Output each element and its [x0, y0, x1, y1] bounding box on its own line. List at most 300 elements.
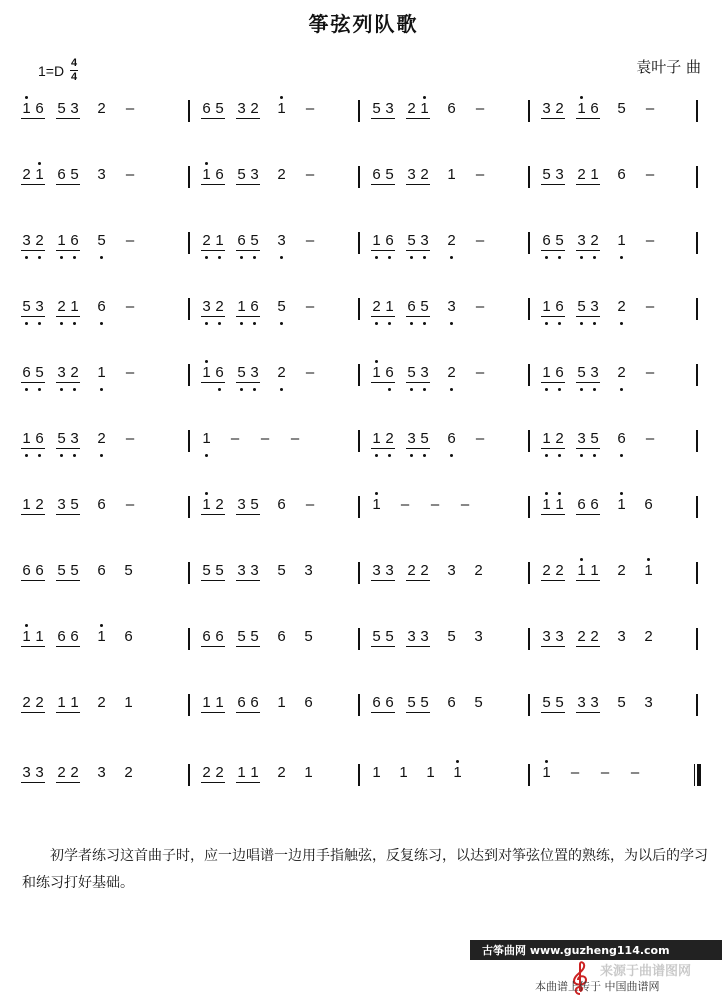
measure	[200, 686, 315, 726]
eighth-note-pair	[20, 356, 46, 396]
note: 1	[575, 92, 588, 132]
note: 1	[540, 756, 553, 796]
note: 5	[124, 562, 133, 579]
note: 5	[372, 100, 381, 117]
note: 3	[577, 694, 586, 711]
barline	[696, 166, 698, 188]
note: 1	[33, 158, 46, 198]
note: 2	[407, 100, 416, 117]
sustain-dash: –	[125, 100, 135, 117]
eighth-note-pair	[575, 290, 601, 330]
barline	[358, 166, 360, 188]
eighth-note-pair	[575, 158, 601, 198]
measure	[200, 620, 315, 660]
eighth-note-pair	[370, 158, 396, 198]
eighth-note-pair	[405, 620, 431, 660]
note: 2	[22, 166, 31, 183]
eighth-note-pair	[235, 488, 261, 528]
note: 3	[474, 628, 483, 645]
note: 6	[57, 628, 66, 645]
eighth-note-pair	[20, 422, 46, 462]
sustain-dash: –	[305, 100, 315, 117]
measure	[20, 356, 138, 396]
eighth-note-pair	[405, 158, 431, 198]
note: 6	[615, 422, 628, 462]
note: 5	[250, 628, 259, 645]
eighth-note-pair	[540, 224, 566, 264]
note: 1	[68, 290, 81, 330]
note: 3	[237, 562, 246, 579]
note: 3	[275, 224, 288, 264]
eighth-note-pair	[200, 224, 226, 264]
barline	[358, 694, 360, 716]
sustain-dash: –	[645, 298, 655, 315]
note: 2	[70, 764, 79, 781]
time-denominator: 4	[71, 71, 78, 83]
note: 2	[617, 562, 626, 579]
eighth-note-pair	[370, 554, 396, 594]
note: 3	[588, 290, 601, 330]
note: 1	[20, 422, 33, 462]
note: 2	[383, 422, 396, 462]
barline	[188, 764, 190, 786]
eighth-note-pair	[55, 756, 81, 796]
note: 5	[385, 628, 394, 645]
eighth-note-pair	[405, 554, 431, 594]
note: 5	[617, 100, 626, 117]
note: 3	[57, 496, 66, 513]
sustain-dash: –	[430, 496, 440, 513]
barline	[358, 628, 360, 650]
barline	[188, 364, 190, 386]
eighth-note-pair	[20, 620, 46, 660]
barline	[188, 562, 190, 584]
barline	[696, 496, 698, 518]
note: 1	[200, 422, 213, 462]
measure	[200, 756, 315, 796]
note: 1	[642, 554, 655, 594]
note: 1	[200, 158, 213, 198]
note: 1	[124, 694, 133, 711]
note: 3	[542, 100, 551, 117]
eighth-note-pair	[235, 756, 261, 796]
note: 1	[20, 92, 33, 132]
eighth-note-pair	[575, 488, 601, 528]
note: 2	[124, 764, 133, 781]
note: 5	[542, 694, 551, 711]
note: 2	[215, 764, 224, 781]
eighth-note-pair	[20, 158, 46, 198]
note: 1	[304, 764, 313, 781]
note: 2	[22, 694, 31, 711]
eighth-note-pair	[370, 224, 396, 264]
eighth-note-pair	[235, 158, 261, 198]
note: 6	[202, 100, 211, 117]
eighth-note-pair	[575, 620, 601, 660]
note: 6	[68, 224, 81, 264]
sustain-dash: –	[125, 364, 135, 381]
eighth-note-pair	[370, 290, 396, 330]
eighth-note-pair	[200, 92, 226, 132]
site-label: 古筝曲网 www.guzheng114.com	[482, 944, 670, 957]
barline	[696, 430, 698, 452]
barline	[188, 100, 190, 122]
eighth-note-pair	[405, 356, 431, 396]
note: 6	[405, 290, 418, 330]
note: 6	[33, 422, 46, 462]
eighth-note-pair	[200, 158, 226, 198]
barline	[696, 100, 698, 122]
barline	[528, 562, 530, 584]
eighth-note-pair	[200, 554, 226, 594]
final-barline	[694, 764, 702, 786]
key-signature	[38, 58, 78, 83]
note: 5	[575, 290, 588, 330]
note: 5	[542, 166, 551, 183]
note: 3	[418, 356, 431, 396]
sustain-dash: –	[125, 496, 135, 513]
eighth-note-pair	[235, 356, 261, 396]
score-row	[20, 92, 710, 132]
measure	[200, 554, 315, 594]
barline	[188, 232, 190, 254]
sustain-dash: –	[475, 232, 485, 249]
measure	[20, 756, 135, 796]
eighth-note-pair	[200, 290, 226, 330]
measure	[200, 158, 318, 198]
note: 2	[97, 100, 106, 117]
note: 3	[248, 356, 261, 396]
sustain-dash: –	[645, 364, 655, 381]
note: 5	[57, 100, 66, 117]
note: 3	[405, 422, 418, 462]
sustain-dash: –	[460, 496, 470, 513]
sustain-dash: –	[570, 764, 580, 781]
eighth-note-pair	[200, 488, 226, 528]
instruction-paragraph: 初学者练习这首曲子时，应一边唱谱一边用手指触弦，反复练习，以达到对筝弦位置的熟练，为以后的学习和练习打好基础。	[22, 848, 708, 891]
eighth-note-pair	[235, 224, 261, 264]
note: 3	[55, 356, 68, 396]
note: 6	[250, 694, 259, 711]
barline	[528, 100, 530, 122]
sustain-dash: –	[125, 166, 135, 183]
note: 1	[20, 620, 33, 660]
note: 2	[445, 224, 458, 264]
eighth-note-pair	[235, 290, 261, 330]
note: 5	[215, 100, 224, 117]
sustain-dash: –	[630, 764, 640, 781]
eighth-note-pair	[55, 620, 81, 660]
sustain-dash: –	[645, 100, 655, 117]
note: 5	[304, 628, 313, 645]
note: 1	[200, 356, 213, 396]
measure	[20, 290, 138, 330]
measure	[540, 422, 658, 462]
note: 5	[385, 166, 394, 183]
note: 2	[370, 290, 383, 330]
note: 1	[202, 694, 211, 711]
note: 1	[237, 764, 246, 781]
barline	[696, 364, 698, 386]
sustain-dash: –	[125, 232, 135, 249]
note: 2	[644, 628, 653, 645]
barline	[696, 562, 698, 584]
score-row	[20, 158, 710, 198]
measure	[540, 686, 655, 726]
note: 6	[445, 422, 458, 462]
note: 2	[202, 764, 211, 781]
note: 5	[575, 356, 588, 396]
eighth-note-pair	[575, 92, 601, 132]
eighth-note-pair	[235, 554, 261, 594]
barline	[528, 166, 530, 188]
composer-credit: 袁叶子 曲	[636, 58, 701, 76]
note: 5	[55, 422, 68, 462]
eighth-note-pair	[200, 620, 226, 660]
eighth-note-pair	[235, 620, 261, 660]
note: 2	[95, 422, 108, 462]
measure	[20, 620, 135, 660]
note: 3	[20, 224, 33, 264]
eighth-note-pair	[55, 158, 81, 198]
note: 1	[55, 224, 68, 264]
note: 2	[277, 764, 286, 781]
sustain-dash: –	[305, 232, 315, 249]
note: 1	[370, 224, 383, 264]
page-title: 筝弦列队歌	[308, 12, 419, 36]
barline	[358, 764, 360, 786]
eighth-note-pair	[540, 620, 566, 660]
note: 2	[200, 224, 213, 264]
note: 1	[540, 422, 553, 462]
barline	[528, 496, 530, 518]
eighth-note-pair	[55, 224, 81, 264]
eighth-note-pair	[575, 686, 601, 726]
note: 5	[407, 694, 416, 711]
note: 1	[418, 92, 431, 132]
eighth-note-pair	[540, 686, 566, 726]
note: 1	[35, 628, 44, 645]
note: 2	[615, 356, 628, 396]
sustain-dash: –	[305, 166, 315, 183]
measure	[200, 422, 303, 462]
note: 2	[215, 496, 224, 513]
note: 3	[555, 628, 564, 645]
measure	[20, 554, 135, 594]
note: 5	[248, 224, 261, 264]
time-numerator: 4	[71, 57, 78, 69]
eighth-note-pair	[370, 356, 396, 396]
note: 6	[202, 628, 211, 645]
note: 5	[237, 628, 246, 645]
note: 1	[615, 224, 628, 264]
note: 2	[577, 628, 586, 645]
note: 5	[237, 166, 246, 183]
measure	[20, 686, 135, 726]
eighth-note-pair	[370, 92, 396, 132]
sustain-dash: –	[645, 166, 655, 183]
note: 5	[33, 356, 46, 396]
note: 2	[474, 562, 483, 579]
note: 2	[407, 562, 416, 579]
note: 6	[35, 562, 44, 579]
score-row	[20, 686, 710, 726]
eighth-note-pair	[575, 554, 601, 594]
eighth-note-pair	[405, 290, 431, 330]
measure	[540, 356, 658, 396]
note: 3	[97, 764, 106, 781]
score-row	[20, 422, 710, 462]
eighth-note-pair	[540, 158, 566, 198]
note: 5	[275, 290, 288, 330]
note: 2	[35, 496, 44, 513]
note: 5	[215, 562, 224, 579]
barline	[358, 496, 360, 518]
note: 3	[447, 562, 456, 579]
note: 5	[555, 694, 564, 711]
measure	[20, 488, 138, 528]
note: 2	[33, 224, 46, 264]
note: 2	[588, 224, 601, 264]
note: 1	[399, 764, 408, 781]
note: 5	[617, 694, 626, 711]
measure	[370, 224, 488, 264]
note: 3	[68, 422, 81, 462]
eighth-note-pair	[55, 356, 81, 396]
note: 5	[70, 562, 79, 579]
note: 2	[55, 290, 68, 330]
note: 2	[555, 100, 564, 117]
site-banner[interactable]	[470, 940, 722, 960]
note: 5	[57, 562, 66, 579]
eighth-note-pair	[20, 686, 46, 726]
note: 2	[250, 100, 259, 117]
barline	[188, 430, 190, 452]
note: 2	[553, 422, 566, 462]
note: 6	[553, 356, 566, 396]
eighth-note-pair	[370, 422, 396, 462]
measure	[370, 158, 488, 198]
note: 1	[95, 356, 108, 396]
eighth-note-pair	[405, 224, 431, 264]
note: 3	[372, 562, 381, 579]
measure	[200, 290, 318, 330]
sustain-dash: –	[290, 430, 300, 447]
barline	[528, 232, 530, 254]
measure	[540, 290, 658, 330]
note: 6	[22, 562, 31, 579]
note: 6	[70, 628, 79, 645]
measure	[200, 92, 318, 132]
note: 1	[235, 290, 248, 330]
note: 3	[644, 694, 653, 711]
eighth-note-pair	[540, 290, 566, 330]
note: 5	[418, 422, 431, 462]
note: 5	[250, 496, 259, 513]
eighth-note-pair	[405, 422, 431, 462]
barline	[696, 694, 698, 716]
note: 1	[70, 694, 79, 711]
note: 6	[590, 496, 599, 513]
eighth-note-pair	[20, 92, 46, 132]
barline	[188, 166, 190, 188]
measure	[540, 224, 658, 264]
measure	[370, 422, 488, 462]
eighth-note-pair	[540, 422, 566, 462]
note: 6	[304, 694, 313, 711]
note: 3	[385, 100, 394, 117]
barline	[528, 298, 530, 320]
note: 2	[277, 166, 286, 183]
note: 6	[553, 290, 566, 330]
measure	[200, 488, 318, 528]
barline	[358, 100, 360, 122]
note: 2	[97, 694, 106, 711]
note: 6	[97, 496, 106, 513]
eighth-note-pair	[235, 686, 261, 726]
note: 1	[615, 488, 628, 528]
note: 6	[372, 166, 381, 183]
sustain-dash: –	[305, 496, 315, 513]
eighth-note-pair	[575, 356, 601, 396]
note: 2	[35, 694, 44, 711]
sustain-dash: –	[645, 232, 655, 249]
note: 3	[542, 628, 551, 645]
note: 1	[215, 694, 224, 711]
note: 5	[20, 290, 33, 330]
barline	[358, 562, 360, 584]
eighth-note-pair	[20, 290, 46, 330]
note: 3	[418, 224, 431, 264]
note: 2	[57, 764, 66, 781]
note: 5	[372, 628, 381, 645]
barline	[528, 628, 530, 650]
eighth-note-pair	[405, 686, 431, 726]
eighth-note-pair	[370, 620, 396, 660]
barline	[696, 628, 698, 650]
note: 3	[33, 290, 46, 330]
barline	[358, 298, 360, 320]
note: 6	[215, 628, 224, 645]
note: 3	[237, 496, 246, 513]
note: 5	[70, 166, 79, 183]
note: 1	[370, 422, 383, 462]
note: 1	[213, 224, 226, 264]
note: 5	[420, 694, 429, 711]
note: 3	[617, 628, 626, 645]
barline	[696, 298, 698, 320]
sustain-dash: –	[400, 496, 410, 513]
sustain-dash: –	[125, 430, 135, 447]
measure	[370, 686, 485, 726]
measure	[20, 92, 138, 132]
eighth-note-pair	[55, 488, 81, 528]
note: 6	[124, 628, 133, 645]
eighth-note-pair	[20, 756, 46, 796]
barline	[358, 232, 360, 254]
note: 1	[372, 764, 381, 781]
eighth-note-pair	[575, 224, 601, 264]
sustain-dash: –	[645, 430, 655, 447]
eighth-note-pair	[540, 488, 566, 528]
eighth-note-pair	[200, 756, 226, 796]
note: 3	[407, 166, 416, 183]
sustain-dash: –	[305, 298, 315, 315]
sustain-dash: –	[305, 364, 315, 381]
barline	[528, 430, 530, 452]
barline	[188, 496, 190, 518]
note: 6	[215, 166, 224, 183]
